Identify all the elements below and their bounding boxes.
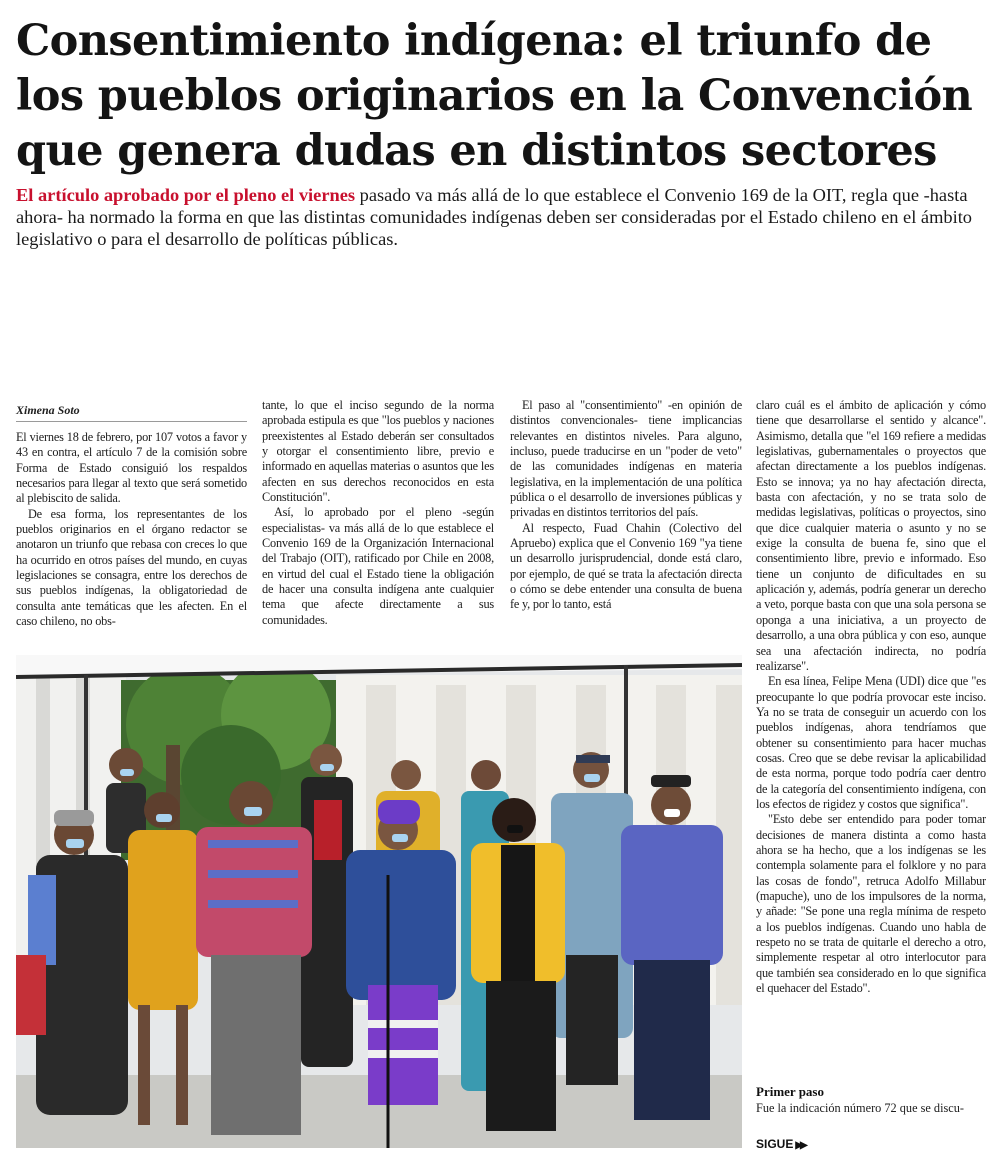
column-paragraph: El paso al "consentimiento" -en opinión de distintos convencionales- tiene implicancias relevantes en distintos niveles. Para alguno, incluso, puede traducirse en un "poder de veto" de las comunidades indígenas en materia legislativa, en la implementación de una política pública o el desarrollo de inversiones públicas y privadas en distintos territorios del país. (510, 398, 742, 520)
group-photo-illustration (16, 655, 742, 1148)
article-headline: Consentimiento indígena: el triunfo de los pueblos originarios en la Convención que genera dudas en distintos sectores (16, 16, 973, 176)
column-paragraph: El viernes 18 de febrero, por 107 votos a favor y 43 en contra, el artículo 7 de la comisión sobre Forma de Estado consiguió los respaldos necesarios para llegar al texto que será sometido al plebiscito de salida. (16, 430, 247, 506)
column-paragraph: Al respecto, Fuad Chahin (Colectivo del Apruebo) explica que el Convenio 169 "ya tiene un desarrollo jurisprudencial, donde está claro, por ejemplo, de qué se trata la afectación directa o cómo se debe entender una consulta de buena fe y, por lo tanto, está (510, 520, 742, 612)
lead-highlight: El artículo aprobado por el pleno el viernes (16, 185, 356, 205)
column-paragraph: tante, lo que el inciso segundo de la norma aprobada estipula es que "los pueblos y naciones preexistentes al Estado deberán ser consultados y otorgar el consentimiento libre, previo e informado en aquellas materias o asuntos que les afecten en sus derechos reconocidos en esta Constitución". (262, 398, 494, 505)
section-text: Fue la indicación número 72 que se discu- (756, 1101, 964, 1115)
article-lead (16, 184, 984, 250)
text-column-2 (262, 398, 494, 642)
double-arrow-right-icon: ▶▶ (795, 1140, 805, 1151)
column-paragraph: claro cuál es el ámbito de aplicación y cómo tiene que desarrollarse el sentido y alcance". Asimismo, detalla que "el 169 refiere a medidas legislativas, gubernamentales o proyectos que afectan directamente a los pueblos indígenas. Esto se innova; ya no hay afectación directa, basta con afectación, y no se trata solo de medidas legislativas, políticas o proyectos, sino que dice cualquier materia o asunto y no se exige la consulta de buena fe, sino que el consentimiento libre, previo e informado. Eso tiene un conjunto de dificultades en su aplicación y, además, podría generar un derecho a veto, porque basta con que una sola persona se oponga a una iniciativa, a un proyecto de desarrollo, a una obra pública y con eso, aunque sea una afectación indirecta, no podría realizarse". (756, 398, 986, 673)
article-photo (16, 655, 742, 1148)
text-column-4 (756, 398, 986, 1088)
continue-label[interactable] (756, 1137, 805, 1151)
column-paragraph: De esa forma, los representantes de los pueblos originarios en el órgano redactor se anotaron un triunfo que rebasa con creces lo que ha ocurrido en otros países del mundo, en cuyas legislaciones se consagra, entre los derechos de sus pueblos indígenas, la obligatoriedad de consulta ante temáticas que les afecten. En el caso chileno, no obs- (16, 506, 247, 629)
text-column-3 (510, 398, 742, 642)
continue-text: SIGUE (756, 1137, 794, 1151)
lead-text: pasado va más allá de lo que establece el Convenio 169 de la OIT, regla que -hasta ahora- ha normado la forma en que las distintas comunidades indígenas deben ser consideradas por el Estado chileno en el ámbito legislativo o para el desarrollo de políticas públicas. (16, 185, 973, 249)
byline: Ximena Soto (16, 403, 247, 422)
text-column-1 (16, 430, 247, 642)
column-paragraph: Así, lo aprobado por el pleno -según especialistas- va más allá de lo que establece el Convenio 169 de la Organización Internacional del Trabajo (OIT), ratificado por Chile en 2008, en virtud del cual el Estado tiene la obligación de hacer una consulta indígena ante cualquier tema que afecte directamente a sus comunidades. (262, 505, 494, 627)
section-subhead: Primer paso (756, 1084, 824, 1099)
column-paragraph: En esa línea, Felipe Mena (UDI) dice que "es preocupante lo que podría provocar este inciso. Ya no se trata de conseguir un acuerdo con los pueblos indígenas, ahora tendríamos que obtener su consentimiento para hacer muchas cosas. Creo que se debe revisar la aplicabilidad de esta norma, porque todo podría caer dentro de la categoría del consentimiento indígena, con los efectos de rigidez y costos que significa". (756, 674, 986, 811)
column-paragraph: "Esto debe ser entendido para poder tomar decisiones de manera distinta a como hasta ahora se ha hecho, que a los indígenas se les contempla solamente para el folklore y no para las cosas de fondo", retruca Adolfo Millabur (mapuche), uno de los impulsores de la norma, y añade: "Se pone una regla mínima de respeto a los pueblos indígenas. Cuando uno habla de respeto no se trata de quitarle el derecho a otro, simplemente respetar al otro interlocutor para que también sea considerado en lo que significa el quehacer del Estado". (756, 812, 986, 996)
